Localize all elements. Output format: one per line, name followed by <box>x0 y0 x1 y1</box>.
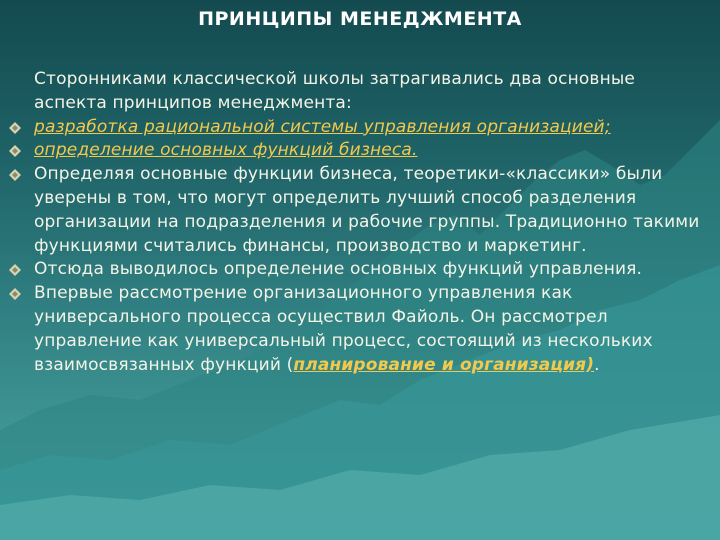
intro-paragraph: Сторонниками классической школы затрагивались два основные аспекта принципов менеджмента: <box>34 69 636 113</box>
slide-content <box>34 68 704 377</box>
bullet-text: определение основных функций бизнеса. <box>34 140 418 161</box>
bullet-item <box>34 258 704 282</box>
bullet-text: Впервые рассмотрение организационного управления как универсального процесса осуществил Файоль. Он рассмотрел управление как универсальный процесс, состоящий из нескольких взаимосвязанных функций ( <box>34 283 653 375</box>
bullet-text-end: . <box>594 354 600 375</box>
bullet-text: разработка рациональной системы управления организацией; <box>34 116 611 137</box>
bullet-text: Отсюда выводилось определение основных функций управления. <box>34 259 643 280</box>
diamond-bullet-icon <box>9 122 21 134</box>
bullet-text: Определяя основные функции бизнеса, теоретики-«классики» были уверены в том, что могут определить лучший способ разделения организации на подразделения и рабочие группы. Традиционно такими функциями считались финансы, производство и маркетинг. <box>34 164 700 256</box>
diamond-bullet-icon <box>9 145 21 157</box>
bullet-item <box>34 116 704 140</box>
slide-title: ПРИНЦИПЫ МЕНЕДЖМЕНТА <box>198 8 522 30</box>
diamond-bullet-icon <box>9 264 21 276</box>
diamond-bullet-icon <box>9 288 21 300</box>
bullet-item <box>34 139 704 163</box>
highlight-text: планирование и организация) <box>293 354 595 375</box>
bullet-item <box>34 163 704 258</box>
bullet-item <box>34 282 704 377</box>
diamond-bullet-icon <box>9 169 21 181</box>
